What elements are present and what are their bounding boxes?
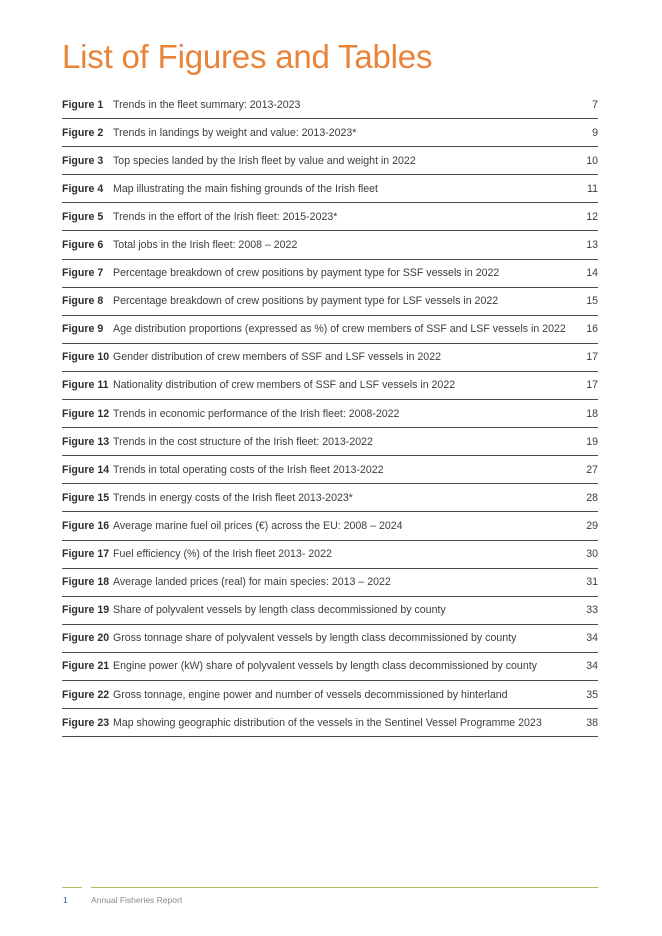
toc-entry[interactable] [62, 147, 598, 175]
page-number: 7 [592, 98, 598, 111]
figure-label: Figure 6 [62, 239, 104, 252]
toc-entry[interactable] [62, 231, 598, 259]
figures-list [62, 91, 598, 737]
figure-title: Percentage breakdown of crew positions by payment type for SSF vessels in 2022 [113, 267, 500, 280]
toc-entry[interactable] [62, 372, 598, 400]
figure-title: Share of polyvalent vessels by length class decommissioned by county [113, 604, 446, 617]
figure-label: Figure 19 [62, 604, 110, 617]
page-number: 38 [586, 716, 598, 729]
figure-title: Trends in the fleet summary: 2013-2023 [113, 98, 301, 111]
footer-rule-short [62, 887, 82, 888]
figure-label: Figure 5 [62, 210, 104, 223]
figure-label: Figure 7 [62, 267, 104, 280]
toc-entry[interactable] [62, 344, 598, 372]
figure-label: Figure 22 [62, 688, 110, 701]
figure-label: Figure 8 [62, 295, 104, 308]
toc-entry[interactable] [62, 541, 598, 569]
figure-label: Figure 14 [62, 463, 110, 476]
toc-entry[interactable] [62, 316, 598, 344]
toc-entry[interactable] [62, 400, 598, 428]
toc-entry[interactable] [62, 119, 598, 147]
page-number: 18 [586, 407, 598, 420]
figure-label: Figure 15 [62, 491, 110, 504]
toc-entry[interactable] [62, 512, 598, 540]
figure-title: Map illustrating the main fishing grounds of the Irish fleet [113, 182, 378, 195]
toc-entry[interactable] [62, 288, 598, 316]
figure-label: Figure 23 [62, 716, 110, 729]
page-number: 16 [586, 323, 598, 336]
toc-entry[interactable] [62, 428, 598, 456]
figure-label: Figure 1 [62, 98, 104, 111]
footer-report-name: Annual Fisheries Report [91, 895, 183, 905]
figure-label: Figure 16 [62, 519, 110, 532]
toc-entry[interactable] [62, 175, 598, 203]
figure-title: Age distribution proportions (expressed as %) of crew members of SSF and LSF vessels in 2022 [113, 323, 566, 336]
page-number: 17 [586, 351, 598, 364]
page-number: 34 [586, 660, 598, 673]
page-number: 15 [586, 295, 598, 308]
page-number: 10 [586, 154, 598, 167]
page-number: 13 [586, 239, 598, 252]
figure-title: Trends in energy costs of the Irish fleet 2013-2023* [113, 491, 353, 504]
page-number: 30 [586, 548, 598, 561]
figure-title: Gender distribution of crew members of SSF and LSF vessels in 2022 [113, 351, 441, 364]
figure-title: Average landed prices (real) for main species: 2013 – 2022 [113, 576, 391, 589]
figure-title: Percentage breakdown of crew positions by payment type for LSF vessels in 2022 [113, 295, 499, 308]
figure-title: Gross tonnage share of polyvalent vessels by length class decommissioned by county [113, 632, 517, 645]
figure-title: Trends in landings by weight and value: 2013-2023* [113, 126, 357, 139]
page-number: 31 [586, 576, 598, 589]
page-title: List of Figures and Tables [62, 38, 433, 75]
figure-title: Trends in the cost structure of the Irish fleet: 2013-2022 [113, 435, 373, 448]
toc-entry[interactable] [62, 484, 598, 512]
page-number: 19 [586, 435, 598, 448]
toc-entry[interactable] [62, 91, 598, 119]
figure-label: Figure 4 [62, 182, 104, 195]
toc-entry[interactable] [62, 203, 598, 231]
figure-title: Total jobs in the Irish fleet: 2008 – 2022 [113, 239, 298, 252]
figure-title: Trends in the effort of the Irish fleet: 2015-2023* [113, 210, 338, 223]
toc-entry[interactable] [62, 653, 598, 681]
footer-page-number: 1 [63, 895, 68, 905]
figure-title: Average marine fuel oil prices (€) across the EU: 2008 – 2024 [113, 519, 403, 532]
page-number: 9 [592, 126, 598, 139]
figure-label: Figure 13 [62, 435, 110, 448]
figure-label: Figure 21 [62, 660, 110, 673]
page-number: 35 [586, 688, 598, 701]
toc-entry[interactable] [62, 569, 598, 597]
toc-entry[interactable] [62, 597, 598, 625]
figure-label: Figure 2 [62, 126, 104, 139]
page-number: 12 [586, 210, 598, 223]
figure-title: Map showing geographic distribution of the vessels in the Sentinel Vessel Programme 2023 [113, 716, 542, 729]
page-number: 33 [586, 604, 598, 617]
figure-title: Trends in economic performance of the Irish fleet: 2008-2022 [113, 407, 400, 420]
footer-rule [91, 887, 598, 888]
figure-label: Figure 10 [62, 351, 110, 364]
figure-label: Figure 12 [62, 407, 110, 420]
toc-entry[interactable] [62, 260, 598, 288]
page-number: 34 [586, 632, 598, 645]
figure-title: Engine power (kW) share of polyvalent vessels by length class decommissioned by county [113, 660, 537, 673]
figure-title: Fuel efficiency (%) of the Irish fleet 2013- 2022 [113, 548, 332, 561]
page-number: 27 [586, 463, 598, 476]
figure-label: Figure 20 [62, 632, 110, 645]
figure-label: Figure 17 [62, 548, 110, 561]
figure-label: Figure 18 [62, 576, 110, 589]
toc-entry[interactable] [62, 456, 598, 484]
toc-entry[interactable] [62, 625, 598, 653]
page-number: 11 [587, 182, 598, 195]
page-number: 28 [586, 491, 598, 504]
figure-title: Nationality distribution of crew members of SSF and LSF vessels in 2022 [113, 379, 456, 392]
toc-entry[interactable] [62, 681, 598, 709]
page-number: 17 [586, 379, 598, 392]
toc-entry[interactable] [62, 709, 598, 737]
page-number: 14 [586, 267, 598, 280]
figure-title: Gross tonnage, engine power and number of vessels decommissioned by hinterland [113, 688, 508, 701]
figure-label: Figure 11 [62, 379, 109, 392]
figure-title: Top species landed by the Irish fleet by value and weight in 2022 [113, 154, 416, 167]
page-number: 29 [586, 519, 598, 532]
figure-label: Figure 9 [62, 323, 104, 336]
figure-label: Figure 3 [62, 154, 104, 167]
figure-title: Trends in total operating costs of the Irish fleet 2013-2022 [113, 463, 384, 476]
